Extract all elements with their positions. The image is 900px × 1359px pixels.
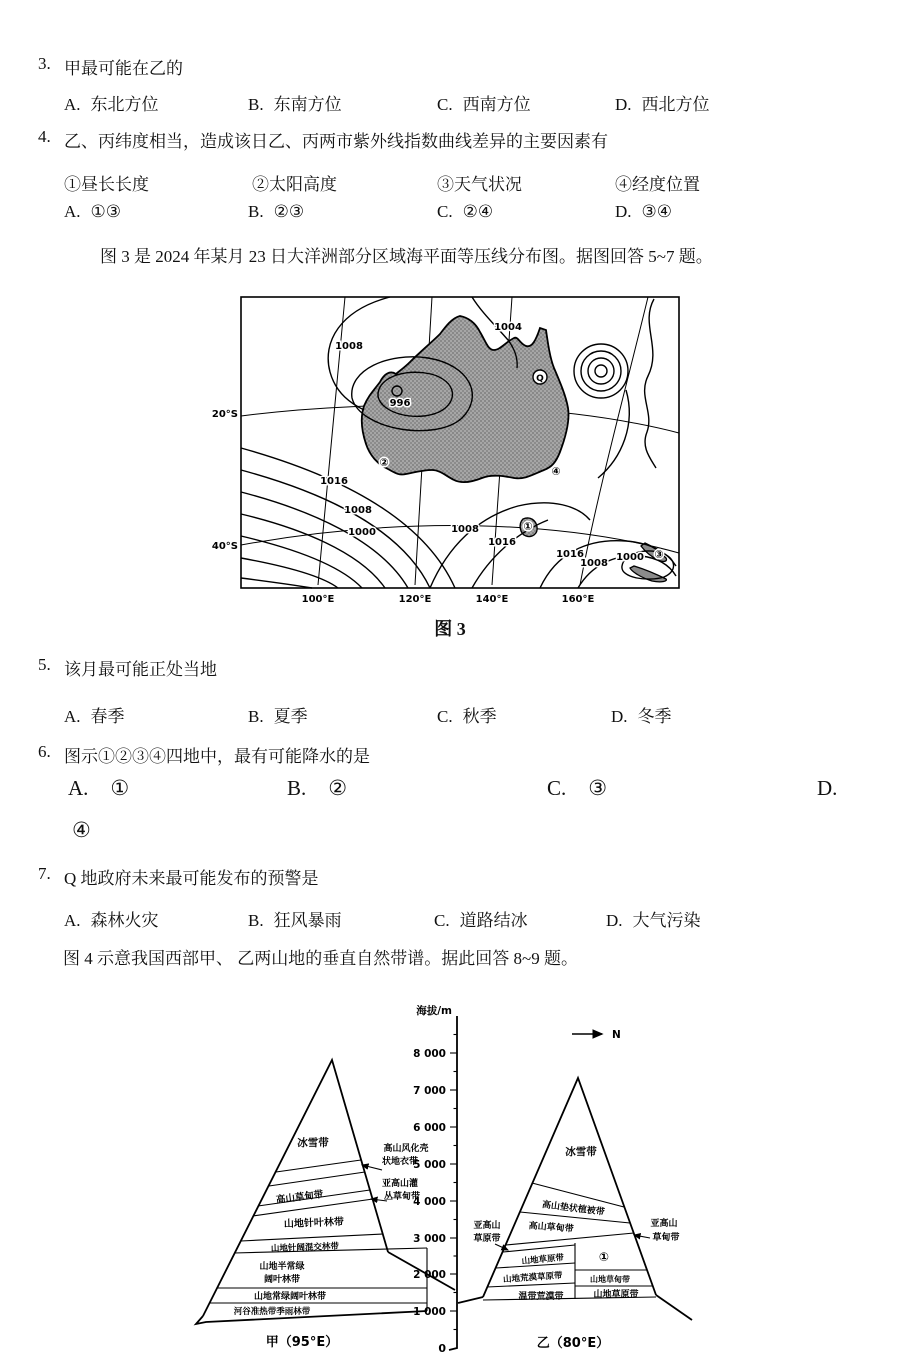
axis-title: 海拔/m <box>416 1005 452 1017</box>
q4-statement-3: ③天气状况 <box>437 175 522 194</box>
cyclone-icon <box>574 344 628 398</box>
q-city-label: Q <box>536 374 544 384</box>
q4-statement-4: ④经度位置 <box>615 175 700 194</box>
option-text: 西北方位 <box>641 95 710 114</box>
tick-6000: 6 000 <box>413 1122 446 1134</box>
option-text: 森林火灾 <box>90 911 159 930</box>
option-text: 西南方位 <box>462 95 531 114</box>
yi-zone-temperate-desert: 温带荒漠带 <box>518 1292 564 1302</box>
marker-3: ③ <box>654 548 664 561</box>
question-7-options <box>0 906 900 932</box>
isobar-label: 1008 <box>580 558 608 569</box>
option-text: 冬季 <box>637 707 672 726</box>
isobar-label: 1016 <box>556 549 584 560</box>
lat-label-20s: 20°S <box>211 409 238 420</box>
jia-ext-lichen-1: 高山风化壳 <box>383 1144 429 1154</box>
yi-ext-right-1: 亚高山 <box>650 1219 678 1229</box>
yi-zone-cushion: 高山垫状植被带 <box>541 1200 606 1218</box>
yi-zone-meadow: 高山草甸带 <box>528 1221 574 1235</box>
q7-option-d <box>606 906 701 931</box>
option-label: B. <box>248 95 264 114</box>
yi-zone-steppe-upper: 山地草原带 <box>521 1253 565 1267</box>
tick-5000: 5 000 <box>413 1159 446 1171</box>
tick-1000: 1 000 <box>413 1306 446 1318</box>
lon-label-100e: 100°E <box>301 594 335 605</box>
q6-option-b <box>287 776 347 801</box>
jia-ext-shrub-2: 丛草甸带 <box>383 1192 421 1202</box>
question-4-statements <box>0 170 900 196</box>
option-label: C. <box>437 95 453 114</box>
question-5-options <box>0 702 900 728</box>
q5-option-c <box>437 702 497 727</box>
option-text: ②④ <box>462 202 494 221</box>
q5-option-b <box>248 702 308 727</box>
lat-label-40s: 40°S <box>211 541 238 552</box>
figure3-intro-text: 图 3 是 2024 年某月 23 日大洋洲部分区域海平面等压线分布图。据图回答 5~7 题。 <box>100 247 713 266</box>
option-label: D. <box>615 202 632 221</box>
q3-option-b <box>248 90 342 115</box>
q4-option-b <box>248 202 304 222</box>
q4-option-c <box>437 202 493 222</box>
isobar-label: 1008 <box>335 341 363 352</box>
q7-option-a <box>64 906 159 931</box>
figure4-diagram <box>100 1000 780 1359</box>
question-3-options <box>0 90 900 116</box>
mountain-yi <box>458 1078 692 1351</box>
option-text: 东南方位 <box>273 95 342 114</box>
jia-zone-conifer: 山地针叶林带 <box>283 1216 345 1231</box>
option-text: ④ <box>72 818 91 842</box>
yi-ext-left-2: 草原带 <box>473 1234 501 1244</box>
question-3-stem: 甲最可能在乙的 <box>64 59 183 78</box>
option-label: D. <box>611 707 628 726</box>
isobar-label: 1016 <box>320 476 348 487</box>
question-7-stem: Q 地政府未来最可能发布的预警是 <box>64 869 319 888</box>
question-4-options <box>0 202 900 228</box>
option-label: B. <box>248 707 264 726</box>
option-label: B. <box>248 911 264 930</box>
q3-option-c <box>437 90 531 115</box>
tick-8000: 8 000 <box>413 1048 446 1060</box>
yi-marker-1: ① <box>598 1250 610 1264</box>
marker-1: ① <box>523 520 533 533</box>
q7-option-b <box>248 906 342 931</box>
q4-option-d <box>615 202 672 222</box>
q3-option-a <box>64 90 159 115</box>
q5-option-a <box>64 702 125 727</box>
marker-2: ② <box>379 456 389 469</box>
q4-statement-1: ①昼长长度 <box>64 175 149 194</box>
option-text: ①③ <box>90 202 122 221</box>
option-label: C. <box>437 707 453 726</box>
q4-option-a <box>64 202 121 222</box>
option-text: 春季 <box>90 707 125 726</box>
option-text: ②③ <box>273 202 305 221</box>
option-label: D. <box>817 776 838 800</box>
yi-ext-right-arrow <box>634 1235 650 1238</box>
option-text: 道路结冰 <box>459 911 528 930</box>
option-text: 秋季 <box>462 707 497 726</box>
option-text: 大气污染 <box>632 911 701 930</box>
option-label: B. <box>248 202 264 221</box>
q4-statement-2: ②太阳高度 <box>252 175 337 194</box>
marker-4: ④ <box>551 465 561 478</box>
north-label: N <box>612 1029 621 1041</box>
option-label: D. <box>606 911 623 930</box>
jia-ext-lichen-arrow <box>362 1165 382 1170</box>
isobar-label: 1016 <box>488 537 516 548</box>
isobar-label: 1008 <box>451 524 479 535</box>
jia-caption: 甲（95°E） <box>265 1335 339 1350</box>
question-4-stem: 乙、丙纬度相当，造成该日乙、丙两市紫外线指数曲线差异的主要因素有 <box>64 132 608 151</box>
option-label: A. <box>64 95 81 114</box>
lon-label-160e: 160°E <box>561 594 595 605</box>
option-label: C. <box>437 202 453 221</box>
question-6-options <box>0 776 900 802</box>
isobar-label: 1000 <box>616 552 644 563</box>
option-text: ③④ <box>641 202 673 221</box>
option-text: ① <box>110 776 130 800</box>
q5-option-d <box>611 702 672 727</box>
isobar-label: 1004 <box>494 322 522 333</box>
isobar-label: 1000 <box>348 527 376 538</box>
yi-zone-steppe-lower: 山地草原带 <box>593 1290 639 1300</box>
jia-ext-lichen-2: 状地衣带 <box>381 1157 419 1167</box>
tick-4000: 4 000 <box>413 1196 446 1208</box>
option-label: B. <box>287 776 307 800</box>
option-text: 东北方位 <box>90 95 159 114</box>
jia-zone-valley: 河谷准热带季雨林带 <box>233 1307 311 1317</box>
jia-zone-semi-evergreen-2: 阔叶林带 <box>263 1275 301 1285</box>
figure4-intro-text: 图 4 示意我国西部甲、 乙两山地的垂直自然带谱。据此回答 8~9 题。 <box>63 949 578 968</box>
option-text: ③ <box>588 776 608 800</box>
north-arrow-icon <box>572 1029 621 1041</box>
lon-label-120e: 120°E <box>398 594 432 605</box>
elevation-axis <box>413 1004 457 1355</box>
jia-zone-mixed: 山地针阔混交林带 <box>270 1241 340 1255</box>
option-label: C. <box>547 776 567 800</box>
question-7-number: 7. <box>38 864 51 883</box>
isobar-label: 996 <box>389 398 411 409</box>
q7-option-c <box>434 906 528 931</box>
option-text: 夏季 <box>273 707 308 726</box>
option-text: ② <box>328 776 348 800</box>
yi-ext-left-1: 亚高山 <box>473 1221 501 1231</box>
tick-3000: 3 000 <box>413 1233 446 1245</box>
option-label: A. <box>64 707 81 726</box>
q6-option-d <box>817 776 859 801</box>
tick-7000: 7 000 <box>413 1085 446 1097</box>
option-label: D. <box>615 95 632 114</box>
option-label: A. <box>64 911 81 930</box>
option-label: A. <box>68 776 89 800</box>
yi-zone-desert-steppe: 山地荒漠草原带 <box>502 1270 563 1286</box>
yi-caption: 乙（80°E） <box>536 1336 610 1351</box>
yi-zone-mountain-meadow: 山地草甸带 <box>590 1275 630 1284</box>
question-6-stem: 图示①②③④四地中，最有可能降水的是 <box>64 747 370 766</box>
isobar-label: 1008 <box>344 505 372 516</box>
option-text: 狂风暴雨 <box>273 911 342 930</box>
yi-ext-right-2: 草甸带 <box>652 1233 680 1243</box>
jia-zone-evergreen: 山地常绿阔叶林带 <box>253 1292 327 1302</box>
jia-zone-semi-evergreen-1: 山地半常绿 <box>259 1262 305 1272</box>
question-5-stem: 该月最可能正处当地 <box>64 660 217 679</box>
question-3-number: 3. <box>38 54 51 73</box>
question-5-number: 5. <box>38 655 51 674</box>
figure3-caption: 图 3 <box>434 619 466 639</box>
figure3-map <box>205 296 680 608</box>
question-4-number: 4. <box>38 127 51 146</box>
q6-option-a <box>68 776 129 801</box>
tick-0: 0 <box>438 1342 446 1355</box>
question-6-number: 6. <box>38 742 51 761</box>
option-label: C. <box>434 911 450 930</box>
option-label: A. <box>64 202 81 221</box>
q3-option-d <box>615 90 710 115</box>
yi-zone-ice: 冰雪带 <box>565 1146 597 1158</box>
jia-zone-meadow: 高山草甸带 <box>275 1189 324 1206</box>
tick-2000: 2 000 <box>413 1269 446 1281</box>
lon-label-140e: 140°E <box>475 594 509 605</box>
jia-ext-shrub-1: 亚高山灌 <box>381 1179 419 1189</box>
q6-option-c <box>547 776 607 801</box>
jia-zone-ice: 冰雪带 <box>297 1137 329 1149</box>
